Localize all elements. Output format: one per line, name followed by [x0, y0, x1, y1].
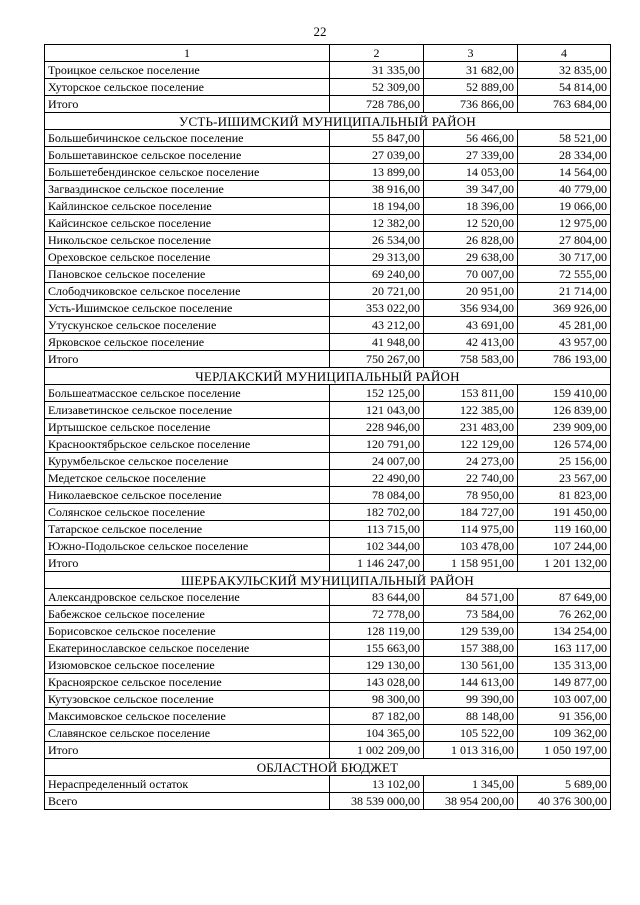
table-row	[45, 674, 611, 691]
value-cell-col3: 78 950,00	[424, 487, 518, 504]
value-cell-col4: 149 877,00	[518, 674, 611, 691]
value-cell-col2: 182 702,00	[330, 504, 424, 521]
value-cell-col4: 103 007,00	[518, 691, 611, 708]
value-cell-col4: 159 410,00	[518, 385, 611, 402]
settlement-name-cell: Курумбельское сельское поселение	[45, 453, 330, 470]
value-cell-col2: 43 212,00	[330, 317, 424, 334]
value-cell-col3: 122 385,00	[424, 402, 518, 419]
value-cell-col2: 87 182,00	[330, 708, 424, 725]
settlement-name-cell: Татарское сельское поселение	[45, 521, 330, 538]
table-row	[45, 402, 611, 419]
district-section-title: УСТЬ-ИШИМСКИЙ МУНИЦИПАЛЬНЫЙ РАЙОН	[45, 113, 611, 130]
value-cell-col4: 14 564,00	[518, 164, 611, 181]
value-cell-col3: 1 345,00	[424, 776, 518, 793]
value-cell-col3: 157 388,00	[424, 640, 518, 657]
column-header-1: 1	[45, 45, 330, 62]
value-cell-col2: 102 344,00	[330, 538, 424, 555]
value-cell-col4: 81 823,00	[518, 487, 611, 504]
value-cell-col4: 21 714,00	[518, 283, 611, 300]
settlement-name-cell: Кайлинское сельское поселение	[45, 198, 330, 215]
table-row	[45, 79, 611, 96]
settlement-name-cell: Троицкое сельское поселение	[45, 62, 330, 79]
settlement-name-cell: Хуторское сельское поселение	[45, 79, 330, 96]
value-cell-col3: 12 520,00	[424, 215, 518, 232]
value-cell-col2: 69 240,00	[330, 266, 424, 283]
value-cell-col4: 1 050 197,00	[518, 742, 611, 759]
table-row	[45, 62, 611, 79]
value-cell-col3: 1 013 316,00	[424, 742, 518, 759]
table-row	[45, 147, 611, 164]
district-section-row	[45, 113, 611, 130]
value-cell-col4: 109 362,00	[518, 725, 611, 742]
value-cell-col2: 13 899,00	[330, 164, 424, 181]
value-cell-col2: 18 194,00	[330, 198, 424, 215]
value-cell-col4: 58 521,00	[518, 130, 611, 147]
settlement-name-cell: Кайсинское сельское поселение	[45, 215, 330, 232]
value-cell-col3: 18 396,00	[424, 198, 518, 215]
district-section-title: ЧЕРЛАКСКИЙ МУНИЦИПАЛЬНЫЙ РАЙОН	[45, 368, 611, 385]
value-cell-col3: 52 889,00	[424, 79, 518, 96]
value-cell-col3: 14 053,00	[424, 164, 518, 181]
value-cell-col3: 39 347,00	[424, 181, 518, 198]
value-cell-col4: 28 334,00	[518, 147, 611, 164]
value-cell-col4: 40 779,00	[518, 181, 611, 198]
table-row	[45, 776, 611, 793]
value-cell-col3: 24 273,00	[424, 453, 518, 470]
table-row	[45, 436, 611, 453]
settlement-name-cell: Нераспределенный остаток	[45, 776, 330, 793]
value-cell-col4: 135 313,00	[518, 657, 611, 674]
table-row	[45, 419, 611, 436]
value-cell-col3: 129 539,00	[424, 623, 518, 640]
table-row	[45, 606, 611, 623]
table-row	[45, 181, 611, 198]
value-cell-col3: 29 638,00	[424, 249, 518, 266]
settlement-name-cell: Николаевское сельское поселение	[45, 487, 330, 504]
value-cell-col2: 12 382,00	[330, 215, 424, 232]
district-section-row	[45, 368, 611, 385]
value-cell-col2: 228 946,00	[330, 419, 424, 436]
value-cell-col4: 40 376 300,00	[518, 793, 611, 810]
value-cell-col4: 239 909,00	[518, 419, 611, 436]
value-cell-col2: 26 534,00	[330, 232, 424, 249]
value-cell-col2: 152 125,00	[330, 385, 424, 402]
value-cell-col2: 129 130,00	[330, 657, 424, 674]
subtotal-row	[45, 351, 611, 368]
district-section-row	[45, 572, 611, 589]
value-cell-col4: 5 689,00	[518, 776, 611, 793]
value-cell-col2: 121 043,00	[330, 402, 424, 419]
value-cell-col2: 72 778,00	[330, 606, 424, 623]
value-cell-col2: 128 119,00	[330, 623, 424, 640]
settlement-name-cell: Усть-Ишимское сельское поселение	[45, 300, 330, 317]
column-header-2: 2	[330, 45, 424, 62]
table-row	[45, 334, 611, 351]
settlement-name-cell: Большебичинское сельское поселение	[45, 130, 330, 147]
value-cell-col2: 728 786,00	[330, 96, 424, 113]
value-cell-col3: 20 951,00	[424, 283, 518, 300]
table-row	[45, 198, 611, 215]
value-cell-col4: 72 555,00	[518, 266, 611, 283]
value-cell-col3: 114 975,00	[424, 521, 518, 538]
value-cell-col2: 31 335,00	[330, 62, 424, 79]
value-cell-col4: 191 450,00	[518, 504, 611, 521]
table-row	[45, 504, 611, 521]
table-row	[45, 283, 611, 300]
value-cell-col2: 120 791,00	[330, 436, 424, 453]
value-cell-col4: 119 160,00	[518, 521, 611, 538]
table-row	[45, 317, 611, 334]
value-cell-col4: 786 193,00	[518, 351, 611, 368]
value-cell-col4: 163 117,00	[518, 640, 611, 657]
table-row	[45, 470, 611, 487]
settlement-name-cell: Большетавинское сельское поселение	[45, 147, 330, 164]
value-cell-col4: 54 814,00	[518, 79, 611, 96]
budget-table	[44, 44, 611, 810]
value-cell-col2: 750 267,00	[330, 351, 424, 368]
table-row	[45, 232, 611, 249]
settlement-name-cell: Южно-Подольское сельское поселение	[45, 538, 330, 555]
settlement-name-cell: Всего	[45, 793, 330, 810]
table-row	[45, 640, 611, 657]
value-cell-col4: 19 066,00	[518, 198, 611, 215]
table-row	[45, 487, 611, 504]
value-cell-col3: 153 811,00	[424, 385, 518, 402]
value-cell-col4: 126 574,00	[518, 436, 611, 453]
value-cell-col3: 73 584,00	[424, 606, 518, 623]
value-cell-col2: 52 309,00	[330, 79, 424, 96]
value-cell-col3: 38 954 200,00	[424, 793, 518, 810]
settlement-name-cell: Изюмовское сельское поселение	[45, 657, 330, 674]
settlement-name-cell: Елизаветинское сельское поселение	[45, 402, 330, 419]
value-cell-col2: 353 022,00	[330, 300, 424, 317]
value-cell-col3: 231 483,00	[424, 419, 518, 436]
value-cell-col4: 369 926,00	[518, 300, 611, 317]
table-row	[45, 249, 611, 266]
settlement-name-cell: Ярковское сельское поселение	[45, 334, 330, 351]
settlement-name-cell: Итого	[45, 742, 330, 759]
settlement-name-cell: Борисовское сельское поселение	[45, 623, 330, 640]
value-cell-col3: 99 390,00	[424, 691, 518, 708]
value-cell-col2: 38 916,00	[330, 181, 424, 198]
value-cell-col2: 78 084,00	[330, 487, 424, 504]
settlement-name-cell: Краснооктябрьское сельское поселение	[45, 436, 330, 453]
value-cell-col2: 155 663,00	[330, 640, 424, 657]
settlement-name-cell: Максимовское сельское поселение	[45, 708, 330, 725]
value-cell-col3: 122 129,00	[424, 436, 518, 453]
value-cell-col3: 31 682,00	[424, 62, 518, 79]
value-cell-col4: 76 262,00	[518, 606, 611, 623]
settlement-name-cell: Бабежское сельское поселение	[45, 606, 330, 623]
value-cell-col3: 105 522,00	[424, 725, 518, 742]
value-cell-col3: 736 866,00	[424, 96, 518, 113]
value-cell-col3: 758 583,00	[424, 351, 518, 368]
settlement-name-cell: Большетебендинское сельское поселение	[45, 164, 330, 181]
value-cell-col2: 1 002 209,00	[330, 742, 424, 759]
value-cell-col2: 113 715,00	[330, 521, 424, 538]
value-cell-col3: 88 148,00	[424, 708, 518, 725]
value-cell-col4: 25 156,00	[518, 453, 611, 470]
settlement-name-cell: Медетское сельское поселение	[45, 470, 330, 487]
value-cell-col3: 356 934,00	[424, 300, 518, 317]
settlement-name-cell: Итого	[45, 96, 330, 113]
column-header-4: 4	[518, 45, 611, 62]
table-row	[45, 589, 611, 606]
value-cell-col4: 763 684,00	[518, 96, 611, 113]
value-cell-col3: 22 740,00	[424, 470, 518, 487]
district-section-title: ШЕРБАКУЛЬСКИЙ МУНИЦИПАЛЬНЫЙ РАЙОН	[45, 572, 611, 589]
value-cell-col3: 130 561,00	[424, 657, 518, 674]
value-cell-col2: 41 948,00	[330, 334, 424, 351]
table-row	[45, 266, 611, 283]
value-cell-col3: 103 478,00	[424, 538, 518, 555]
settlement-name-cell: Загваздинское сельское поселение	[45, 181, 330, 198]
value-cell-col3: 1 158 951,00	[424, 555, 518, 572]
table-row	[45, 130, 611, 147]
value-cell-col2: 22 490,00	[330, 470, 424, 487]
settlement-name-cell: Утускунское сельское поселение	[45, 317, 330, 334]
value-cell-col3: 26 828,00	[424, 232, 518, 249]
value-cell-col2: 104 365,00	[330, 725, 424, 742]
value-cell-col2: 24 007,00	[330, 453, 424, 470]
value-cell-col4: 91 356,00	[518, 708, 611, 725]
budget-table-body	[45, 45, 611, 810]
value-cell-col4: 45 281,00	[518, 317, 611, 334]
table-row	[45, 164, 611, 181]
settlement-name-cell: Екатеринославское сельское поселение	[45, 640, 330, 657]
value-cell-col4: 87 649,00	[518, 589, 611, 606]
table-row	[45, 300, 611, 317]
subtotal-row	[45, 96, 611, 113]
value-cell-col4: 1 201 132,00	[518, 555, 611, 572]
value-cell-col4: 43 957,00	[518, 334, 611, 351]
value-cell-col3: 42 413,00	[424, 334, 518, 351]
table-row	[45, 691, 611, 708]
value-cell-col3: 27 339,00	[424, 147, 518, 164]
column-number-header-row	[45, 45, 611, 62]
settlement-name-cell: Ореховское сельское поселение	[45, 249, 330, 266]
value-cell-col4: 126 839,00	[518, 402, 611, 419]
table-row	[45, 538, 611, 555]
value-cell-col4: 107 244,00	[518, 538, 611, 555]
value-cell-col2: 83 644,00	[330, 589, 424, 606]
value-cell-col2: 98 300,00	[330, 691, 424, 708]
value-cell-col4: 27 804,00	[518, 232, 611, 249]
value-cell-col2: 55 847,00	[330, 130, 424, 147]
value-cell-col2: 20 721,00	[330, 283, 424, 300]
table-row	[45, 215, 611, 232]
value-cell-col2: 1 146 247,00	[330, 555, 424, 572]
settlement-name-cell: Большеатмасское сельское поселение	[45, 385, 330, 402]
value-cell-col4: 32 835,00	[518, 62, 611, 79]
value-cell-col4: 30 717,00	[518, 249, 611, 266]
value-cell-col2: 29 313,00	[330, 249, 424, 266]
settlement-name-cell: Кутузовское сельское поселение	[45, 691, 330, 708]
table-row	[45, 623, 611, 640]
settlement-name-cell: Солянское сельское поселение	[45, 504, 330, 521]
value-cell-col3: 43 691,00	[424, 317, 518, 334]
grand-total-row	[45, 793, 611, 810]
subtotal-row	[45, 555, 611, 572]
district-section-row	[45, 759, 611, 776]
settlement-name-cell: Красноярское сельское поселение	[45, 674, 330, 691]
district-section-title: ОБЛАСТНОЙ БЮДЖЕТ	[45, 759, 611, 776]
settlement-name-cell: Славянское сельское поселение	[45, 725, 330, 742]
value-cell-col3: 56 466,00	[424, 130, 518, 147]
settlement-name-cell: Итого	[45, 555, 330, 572]
page-number: 22	[313, 24, 327, 39]
settlement-name-cell: Пановское сельское поселение	[45, 266, 330, 283]
settlement-name-cell: Иртышское сельское поселение	[45, 419, 330, 436]
settlement-name-cell: Итого	[45, 351, 330, 368]
table-row	[45, 385, 611, 402]
value-cell-col3: 84 571,00	[424, 589, 518, 606]
subtotal-row	[45, 742, 611, 759]
value-cell-col3: 70 007,00	[424, 266, 518, 283]
value-cell-col3: 184 727,00	[424, 504, 518, 521]
settlement-name-cell: Александровское сельское поселение	[45, 589, 330, 606]
table-row	[45, 725, 611, 742]
value-cell-col2: 38 539 000,00	[330, 793, 424, 810]
value-cell-col2: 13 102,00	[330, 776, 424, 793]
value-cell-col4: 12 975,00	[518, 215, 611, 232]
value-cell-col4: 23 567,00	[518, 470, 611, 487]
value-cell-col2: 27 039,00	[330, 147, 424, 164]
settlement-name-cell: Никольское сельское поселение	[45, 232, 330, 249]
table-row	[45, 453, 611, 470]
table-row	[45, 657, 611, 674]
value-cell-col3: 144 613,00	[424, 674, 518, 691]
value-cell-col2: 143 028,00	[330, 674, 424, 691]
column-header-3: 3	[424, 45, 518, 62]
table-row	[45, 708, 611, 725]
table-row	[45, 521, 611, 538]
value-cell-col4: 134 254,00	[518, 623, 611, 640]
settlement-name-cell: Слободчиковское сельское поселение	[45, 283, 330, 300]
